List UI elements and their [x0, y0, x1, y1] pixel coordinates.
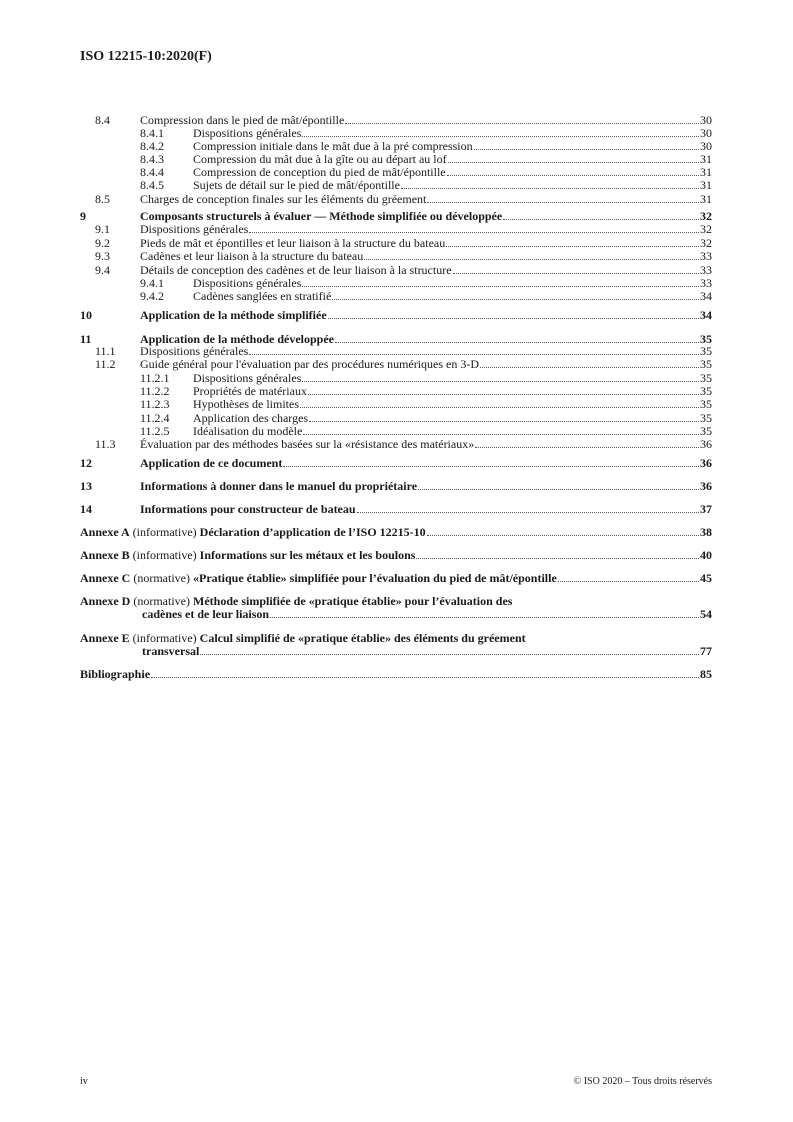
toc-entry-page: 35 [700, 411, 712, 425]
toc-entry-title: Évaluation par des méthodes basées sur la «résistance des matériaux» [140, 437, 475, 451]
dot-leader [200, 654, 699, 655]
toc-entry-number: 11.3 [95, 437, 116, 451]
bibliography-title: Bibliographie [80, 667, 151, 681]
dot-leader [302, 381, 699, 382]
toc-entry-number: 12 [80, 456, 92, 470]
annex-page: 45 [700, 571, 712, 585]
toc-entry-page: 31 [700, 192, 712, 206]
dot-leader [283, 466, 699, 467]
toc-entry-title: Dispositions générales [140, 344, 249, 358]
toc-entry[interactable] [80, 179, 712, 192]
dot-leader [480, 367, 699, 368]
annex-title: Informations sur les métaux et les boulons [199, 548, 416, 562]
annex-type: (informative) [132, 548, 197, 562]
toc-entry[interactable] [80, 114, 712, 127]
toc-entry-number: 9.4 [95, 263, 110, 277]
toc-entry-page: 33 [700, 276, 712, 290]
toc-entry[interactable] [80, 223, 712, 236]
toc-entry-title: Dispositions générales [140, 222, 249, 236]
toc-entry-page: 34 [700, 308, 712, 322]
toc-entry-title: Propriétés de matériaux [193, 384, 307, 398]
annex-title-continued: cadènes et de leur liaison [142, 607, 270, 621]
toc-entry-title: Idéalisation du modèle [193, 424, 303, 438]
toc-entry-title: Guide général pour l'évaluation par des procédures numériques en 3-D [140, 357, 480, 371]
toc-entry-number: 8.4.4 [140, 165, 164, 179]
dot-leader [302, 286, 699, 287]
toc-entry[interactable] [80, 250, 712, 263]
toc-entry-page: 35 [700, 371, 712, 385]
toc-entry[interactable] [80, 290, 712, 303]
dot-leader [309, 421, 699, 422]
toc-entry-title: Sujets de détail sur le pied de mât/épontille [193, 178, 400, 192]
toc-annex-entry[interactable] [80, 572, 712, 585]
dot-leader [446, 246, 699, 247]
dot-leader [249, 354, 699, 355]
dot-leader [558, 581, 699, 582]
toc-entry-page: 30 [700, 139, 712, 153]
dot-leader [401, 188, 699, 189]
toc-entry-page: 36 [700, 456, 712, 470]
dot-leader [416, 558, 699, 559]
dot-leader [332, 299, 699, 300]
toc-entry-title: Application de la méthode développée [140, 332, 334, 346]
toc-entry-title: Application de ce document [140, 456, 283, 470]
toc-entry[interactable] [80, 480, 712, 493]
toc-entry-number: 8.5 [95, 192, 110, 206]
toc-entry[interactable] [80, 412, 712, 425]
toc-entry-number: 8.4.1 [140, 126, 164, 140]
dot-leader [270, 617, 699, 618]
annex-page: 38 [700, 525, 712, 539]
toc-entry-title: Compression de conception du pied de mât/épontille [193, 165, 446, 179]
document-id-header: ISO 12215-10:2020(F) [80, 49, 212, 64]
toc-entry-number: 9.1 [95, 222, 110, 236]
toc-entry-number: 9.4.2 [140, 289, 164, 303]
toc-entry[interactable] [80, 385, 712, 398]
annex-label: Annexe B [80, 548, 130, 562]
toc-entry-number: 11.2.1 [140, 371, 170, 385]
dot-leader [364, 259, 699, 260]
toc-entry-title: Compression initiale dans le mât due à la pré compression [193, 139, 473, 153]
annex-title: «Pratique établie» simplifiée pour l’évaluation du pied de mât/épontille [193, 571, 557, 585]
page-number: iv [80, 1076, 88, 1087]
toc-entry-title: Compression dans le pied de mât/épontille [140, 113, 345, 127]
dot-leader [302, 136, 699, 137]
toc-entry-page: 33 [700, 249, 712, 263]
toc-entry-title: Application de la méthode simplifiée [140, 308, 327, 322]
toc-entry-page: 36 [700, 437, 712, 451]
dot-leader [474, 149, 699, 150]
dot-leader [427, 535, 699, 536]
toc-entry[interactable] [80, 193, 712, 206]
toc-entry[interactable] [80, 309, 712, 322]
toc-entry-title: Composants structurels à évaluer — Méthode simplifiée ou développée [140, 209, 503, 223]
dot-leader [357, 512, 699, 513]
toc-entry-number: 8.4.3 [140, 152, 164, 166]
toc-entry-title: Informations à donner dans le manuel du propriétaire [140, 479, 418, 493]
dot-leader [303, 434, 699, 435]
annex-type: (normative) [133, 571, 190, 585]
toc-entry-page: 37 [700, 502, 712, 516]
toc-entry[interactable] [80, 398, 712, 411]
toc-entry-page: 35 [700, 357, 712, 371]
toc-entry-title: Charges de conception finales sur les éléments du gréement [140, 192, 427, 206]
toc-entry-title: Pieds de mât et épontilles et leur liaison à la structure du bateau [140, 236, 446, 250]
toc-bibliography[interactable] [80, 668, 712, 681]
dot-leader [249, 232, 699, 233]
annex-label: Annexe D [80, 594, 131, 608]
toc-entry-number: 9.3 [95, 249, 110, 263]
toc-entry-number: 11.2 [95, 357, 116, 371]
annex-page: 54 [700, 607, 712, 621]
toc-entry-page: 35 [700, 332, 712, 346]
toc-entry[interactable] [80, 503, 712, 516]
dot-leader [151, 677, 699, 678]
dot-leader [308, 394, 699, 395]
dot-leader [453, 273, 699, 274]
toc-entry-number: 9 [80, 209, 86, 223]
toc-entry-page: 31 [700, 165, 712, 179]
annex-page: 77 [700, 644, 712, 658]
dot-leader [427, 202, 699, 203]
toc-entry-number: 9.4.1 [140, 276, 164, 290]
toc-entry-number: 8.4.5 [140, 178, 164, 192]
toc-entry-number: 14 [80, 502, 92, 516]
toc-entry-page: 32 [700, 222, 712, 236]
toc-entry-page: 35 [700, 344, 712, 358]
toc-entry-page: 34 [700, 289, 712, 303]
toc-entry[interactable] [80, 358, 712, 371]
toc-entry-number: 11.2.3 [140, 397, 170, 411]
toc-entry-number: 8.4.2 [140, 139, 164, 153]
toc-entry-number: 11.2.4 [140, 411, 170, 425]
dot-leader [418, 489, 699, 490]
toc-entry-page: 31 [700, 178, 712, 192]
dot-leader [300, 407, 699, 408]
toc-entry[interactable] [80, 264, 712, 277]
toc-entry-page: 30 [700, 113, 712, 127]
toc-entry-title: Informations pour constructeur de bateau [140, 502, 356, 516]
dot-leader [447, 175, 699, 176]
toc-annex-entry[interactable] [80, 549, 712, 562]
dot-leader [448, 162, 699, 163]
toc-entry-page: 32 [700, 236, 712, 250]
toc-entry-page: 35 [700, 384, 712, 398]
toc-entry-title: Cadènes sanglées en stratifié [193, 289, 332, 303]
toc-entry-page: 36 [700, 479, 712, 493]
bibliography-page: 85 [700, 667, 712, 681]
toc-entry[interactable] [80, 457, 712, 470]
toc-entry-title: Dispositions générales [193, 276, 302, 290]
annex-label: Annexe A [80, 525, 130, 539]
toc-entry-page: 32 [700, 209, 712, 223]
toc-entry-title: Cadènes et leur liaison à la structure du bateau [140, 249, 364, 263]
toc-entry-number: 9.2 [95, 236, 110, 250]
toc-entry-title: Dispositions générales [193, 371, 302, 385]
toc-entry-page: 35 [700, 424, 712, 438]
toc-entry-number: 13 [80, 479, 92, 493]
toc-entry-title: Compression du mât due à la gîte ou au départ au lof [193, 152, 447, 166]
dot-leader [328, 318, 699, 319]
annex-type: (informative) [132, 525, 197, 539]
toc-entry[interactable] [80, 277, 712, 290]
copyright: © ISO 2020 – Tous droits réservés [573, 1076, 712, 1087]
dot-leader [503, 219, 699, 220]
toc-entry-page: 31 [700, 152, 712, 166]
annex-label: Annexe E [80, 631, 130, 645]
toc-entry-page: 35 [700, 397, 712, 411]
toc-annex-entry[interactable] [80, 632, 712, 658]
toc-entry-title: Dispositions générales [193, 126, 302, 140]
toc-entry-title: Application des charges [193, 411, 309, 425]
toc-entry-title: Détails de conception des cadènes et de leur liaison à la structure [140, 263, 452, 277]
annex-type: (normative) [133, 594, 190, 608]
toc-entry[interactable] [80, 372, 712, 385]
toc-entry-number: 11.1 [95, 344, 116, 358]
toc-annex-entry[interactable] [80, 526, 712, 539]
toc-entry-number: 8.4 [95, 113, 110, 127]
toc-entry-number: 11 [80, 332, 92, 346]
annex-page: 40 [700, 548, 712, 562]
dot-leader [335, 342, 699, 343]
toc-entry-number: 11.2.5 [140, 424, 170, 438]
toc-entry[interactable] [80, 438, 712, 451]
annex-title: Calcul simplifié de «pratique établie» des éléments du gréement [199, 631, 526, 645]
annex-type: (informative) [132, 631, 197, 645]
dot-leader [475, 447, 699, 448]
annex-title-continued: transversal [142, 644, 200, 658]
toc-entry-page: 33 [700, 263, 712, 277]
toc-entry-page: 30 [700, 126, 712, 140]
toc-annex-entry[interactable] [80, 595, 712, 621]
annex-title: Déclaration d’application de l’ISO 12215-10 [199, 525, 426, 539]
dot-leader [345, 123, 699, 124]
toc-entry-title: Hypothèses de limites [193, 397, 299, 411]
toc-entry-number: 11.2.2 [140, 384, 170, 398]
toc-entry-number: 10 [80, 308, 92, 322]
annex-label: Annexe C [80, 571, 131, 585]
annex-title: Méthode simplifiée de «pratique établie» pour l’évaluation des [193, 594, 513, 608]
